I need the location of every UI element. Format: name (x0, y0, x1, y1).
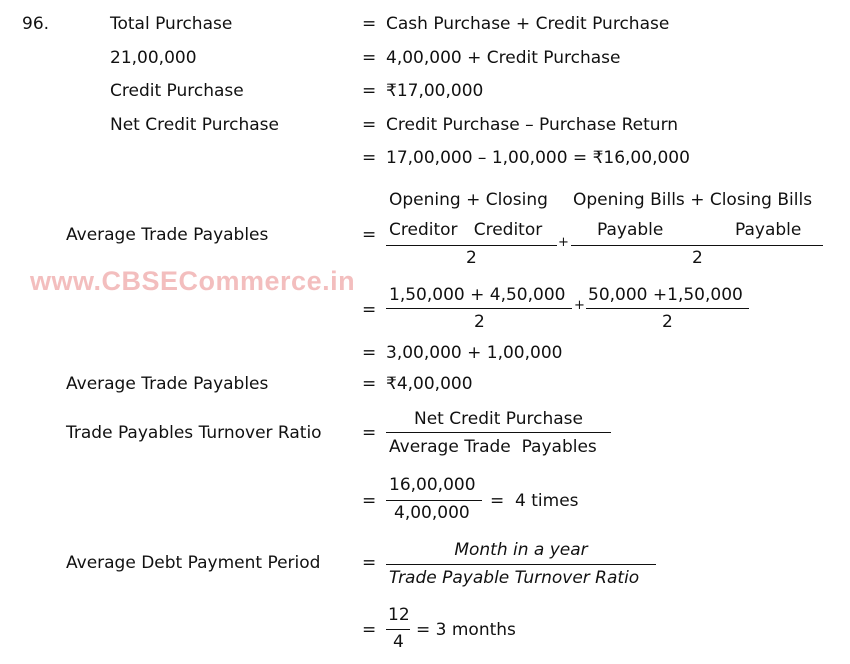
question-number: 96. (22, 14, 50, 34)
equals-sign: = (362, 491, 377, 511)
total-purchase-expression: Cash Purchase + Credit Purchase (386, 14, 670, 34)
turnover-numerator: Net Credit Purchase (414, 409, 583, 429)
equals-sign: = (362, 225, 377, 245)
fraction2-numerator-right: Payable (735, 220, 802, 240)
period-values-denominator: 4 (393, 632, 404, 652)
debt-payment-period-label: Average Debt Payment Period (66, 553, 321, 573)
values-fraction1-numerator: 1,50,000 + 4,50,000 (389, 285, 566, 305)
values-fraction1-denominator: 2 (474, 312, 485, 332)
fraction2-numerator-line1: Opening Bills + Closing Bills (573, 190, 813, 210)
credit-purchase-label: Credit Purchase (110, 81, 244, 101)
credit-purchase-substitution: 4,00,000 + Credit Purchase (386, 48, 621, 68)
plus-sign: + (558, 235, 569, 250)
watermark: www.CBSECommerce.in (30, 266, 356, 296)
equals-sign: = (362, 148, 377, 168)
equals-sign: = (362, 374, 377, 394)
fraction-bar (386, 629, 410, 630)
period-numerator: Month in a year (454, 540, 588, 560)
total-purchase-value: 21,00,000 (110, 48, 197, 68)
period-denominator: Trade Payable Turnover Ratio (389, 568, 640, 588)
net-credit-purchase-expression: Credit Purchase – Purchase Return (386, 115, 679, 135)
fraction-bar (386, 564, 656, 565)
equals-sign: = (362, 81, 377, 101)
fraction-bar (386, 245, 557, 246)
turnover-result: = 4 times (490, 491, 579, 511)
equals-sign: = (362, 343, 377, 363)
plus-sign: + (574, 298, 585, 313)
turnover-values-numerator: 16,00,000 (389, 475, 476, 495)
equals-sign: = (362, 48, 377, 68)
turnover-ratio-label: Trade Payables Turnover Ratio (66, 423, 322, 443)
equals-sign: = (362, 423, 377, 443)
values-fraction2-numerator: 50,000 +1,50,000 (588, 285, 743, 305)
equals-sign: = (362, 620, 377, 640)
equals-sign: = (362, 300, 377, 320)
turnover-values-denominator: 4,00,000 (394, 503, 470, 523)
fraction-bar (586, 308, 749, 309)
equals-sign: = (362, 14, 377, 34)
fraction1-numerator-line2: Creditor Creditor (389, 220, 543, 240)
period-values-numerator: 12 (388, 605, 410, 625)
average-trade-payables-label: Average Trade Payables (66, 374, 269, 394)
average-trade-payables-result: ₹4,00,000 (386, 374, 473, 394)
net-credit-purchase-result: 17,00,000 – 1,00,000 = ₹16,00,000 (386, 148, 690, 168)
fraction1-denominator: 2 (466, 248, 477, 268)
fraction2-numerator-left: Payable (597, 220, 664, 240)
equals-sign: = (362, 115, 377, 135)
fraction-bar (571, 245, 823, 246)
values-fraction2-denominator: 2 (662, 312, 673, 332)
fraction-bar (386, 308, 572, 309)
average-sum-expression: 3,00,000 + 1,00,000 (386, 343, 563, 363)
credit-purchase-result: ₹17,00,000 (386, 81, 484, 101)
equals-sign: = (362, 553, 377, 573)
period-result: = 3 months (416, 620, 516, 640)
fraction-bar (386, 500, 482, 501)
average-trade-payables-label: Average Trade Payables (66, 225, 269, 245)
turnover-denominator: Average Trade Payables (389, 437, 597, 457)
fraction1-numerator-line1: Opening + Closing (389, 190, 548, 210)
fraction2-denominator: 2 (692, 248, 703, 268)
net-credit-purchase-label: Net Credit Purchase (110, 115, 279, 135)
total-purchase-label: Total Purchase (110, 14, 233, 34)
fraction-bar (386, 432, 611, 433)
